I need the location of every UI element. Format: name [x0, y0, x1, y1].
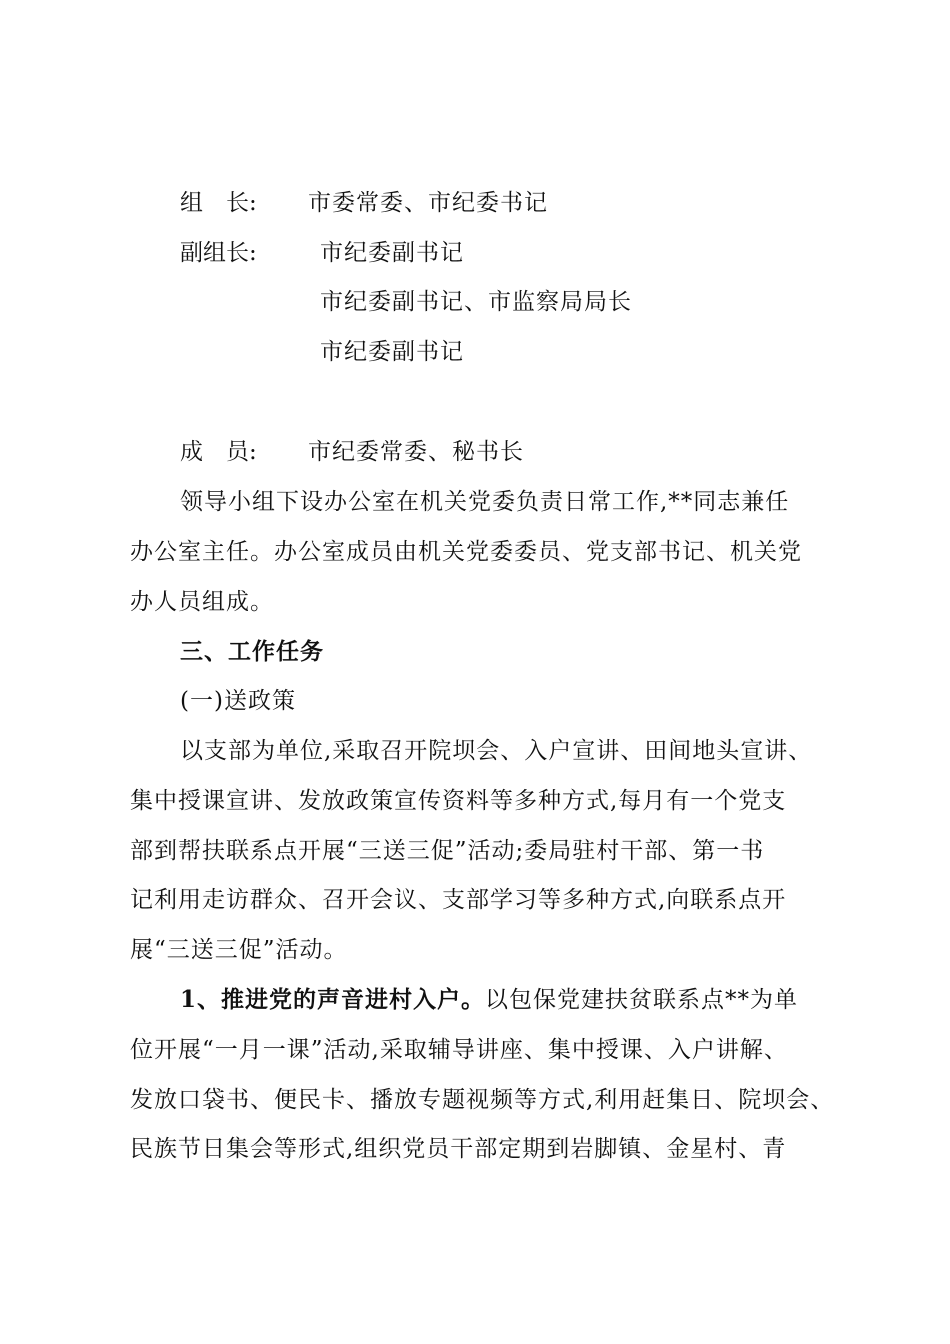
members-label: 成 员:: [180, 439, 257, 465]
office-paragraph-line: 办人员组成。: [130, 589, 274, 615]
policy-paragraph-line: 以支部为单位,采取召开院坝会、入户宣讲、田间地头宣讲、: [180, 738, 813, 764]
policy-paragraph-line: 记利用走访群众、召开会议、支部学习等多种方式,向联系点开: [130, 887, 787, 913]
office-paragraph-line: 办公室主任。办公室成员由机关党委委员、党支部书记、机关党: [130, 539, 802, 565]
policy-paragraph-line: 部到帮扶联系点开展“三送三促”活动;委局驻村干部、第一书: [130, 838, 765, 864]
policy-paragraph-line: 集中授课宣讲、发放政策宣传资料等多种方式,每月有一个党支: [130, 788, 787, 814]
item1-first-line: [180, 985, 798, 1015]
deputy-value-3: 市纪委副书记: [320, 339, 464, 365]
item1-line: 民族节日集会等形式,组织党员干部定期到岩脚镇、金星村、青: [130, 1136, 787, 1162]
deputy-value-2: 市纪委副书记、市监察局局长: [320, 289, 632, 315]
leader-value: 市委常委、市纪委书记: [308, 190, 548, 216]
office-paragraph-line: 领导小组下设办公室在机关党委负责日常工作,**同志兼任: [180, 489, 790, 515]
item1-bold-lead: 1、推进党的声音进村入户。: [180, 986, 486, 1013]
item1-line: 位开展“一月一课”活动,采取辅导讲座、集中授课、入户讲解、: [130, 1037, 788, 1063]
item1-first-line-rest: 以包保党建扶贫联系点**为单: [485, 987, 799, 1013]
leader-label: 组 长:: [180, 190, 257, 216]
item1-line: 发放口袋书、便民卡、播放专题视频等方式,利用赶集日、院坝会、: [130, 1087, 835, 1113]
deputy-label: 副组长:: [180, 240, 257, 266]
policy-paragraph-line: 展“三送三促”活动。: [130, 937, 348, 963]
subsection-heading: (一)送政策: [180, 688, 296, 714]
members-value: 市纪委常委、秘书长: [308, 439, 524, 465]
section-heading: 三、工作任务: [180, 638, 324, 665]
deputy-value-1: 市纪委副书记: [320, 240, 464, 266]
